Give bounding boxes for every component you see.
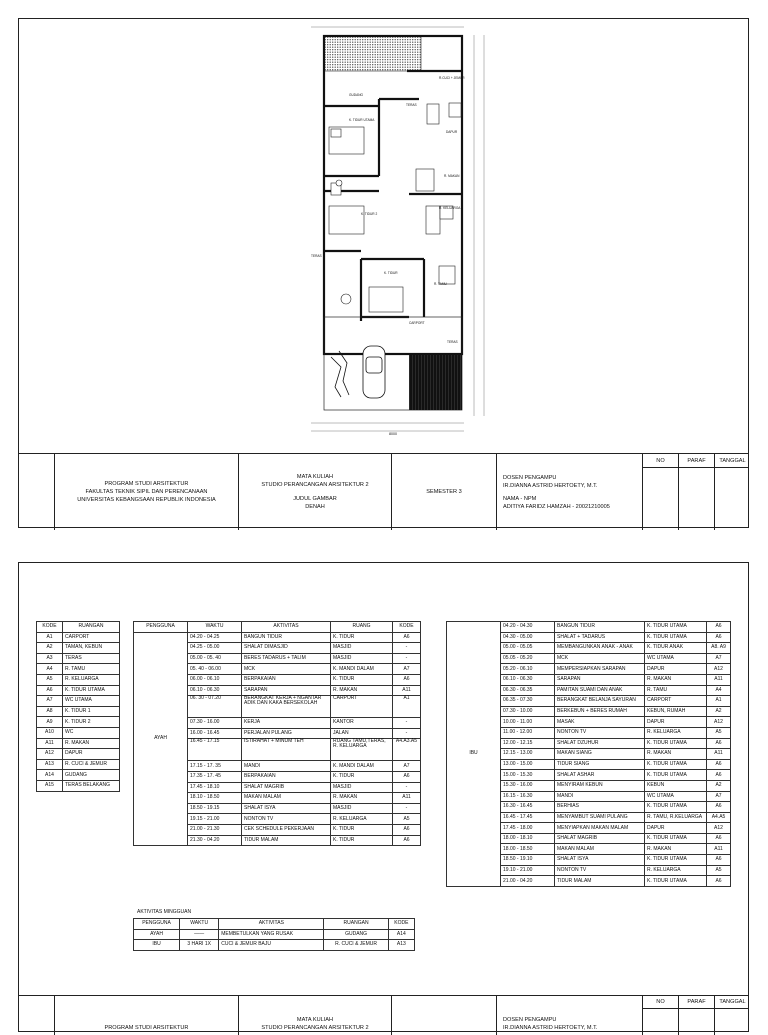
table-cell: A5 (393, 814, 421, 825)
table-cell: 07.30 - 10.00 (501, 706, 555, 717)
table-cell: ISTIRAHAT + MINUM TEH (242, 739, 331, 761)
table-cell: A7 (393, 761, 421, 772)
table-cell: DAPUR (63, 749, 120, 760)
table-cell: TIDUR SIANG (555, 759, 645, 770)
table-cell: GUDANG (63, 770, 120, 781)
table-cell: K. TIDUR UTAMA (63, 685, 120, 696)
table-cell: A14 (37, 770, 63, 781)
table-cell: R. KELUARGA (645, 727, 707, 738)
table-cell: R. CUCI & JEMUR (63, 759, 120, 770)
table-row (37, 749, 120, 760)
label-gudang: GUDANG (349, 93, 363, 97)
table-cell: K. TIDUR 2 (63, 717, 120, 728)
course-info: MATA KULIAH STUDIO PERANCANGAN ARSITEKTUR 2 JUDUL GAMBAR DENAH (239, 454, 392, 530)
table-cell: PAMITAN SUAMI DAN ANAK (555, 685, 645, 696)
table-cell: A3 (37, 653, 63, 664)
table-cell: 18.00 - 18.50 (501, 844, 555, 855)
table-cell: A1 (37, 632, 63, 643)
table-cell: WC (63, 727, 120, 738)
table-cell: NONTON TV (555, 727, 645, 738)
table-cell: SHALAT MAGRIB (242, 782, 331, 793)
table-cell: A6 (393, 835, 421, 846)
table-cell: 16.00 - 16.45 (188, 728, 242, 739)
table-cell: R. KELUARGA (645, 865, 707, 876)
table-cell: A4.A5 (707, 812, 731, 823)
table-cell: A15 (37, 780, 63, 791)
table-cell: WC UTAMA (645, 791, 707, 802)
table-cell: NONTON TV (242, 814, 331, 825)
table-cell: A2 (707, 706, 731, 717)
table-cell: BANGUN TIDUR (242, 632, 331, 643)
table-cell: A6 (393, 771, 421, 782)
semester: SEMESTER 3 (392, 454, 497, 530)
table-cell: A11 (707, 749, 731, 760)
table-cell: 13.00 - 15.00 (501, 759, 555, 770)
table-row (37, 759, 120, 770)
table-cell: R. MAKAN (63, 738, 120, 749)
table-cell: KERJA (242, 718, 331, 729)
table-cell: A4.A3.A5 (393, 739, 421, 761)
table-cell: 18.50 - 19.10 (501, 855, 555, 866)
table-cell: TIDUR MALAM (555, 876, 645, 887)
table-cell: A6 (707, 876, 731, 887)
label-teras2: TERAS (311, 254, 322, 258)
table-cell: A5 (707, 727, 731, 738)
table-cell: A6 (393, 674, 421, 685)
table-cell: 18.50 - 19.15 (188, 803, 242, 814)
table-cell: A4 (707, 685, 731, 696)
table-cell: A11 (393, 793, 421, 804)
table-cell: BERES TADARUS + TALIM (242, 653, 331, 664)
table-cell: MCK (242, 664, 331, 675)
table-cell: A6 (707, 738, 731, 749)
label-tidur2: K. TIDUR 2 (361, 212, 378, 216)
table-cell: 17.45 - 18.00 (501, 823, 555, 834)
table-cell: 16.15 - 16.30 (501, 791, 555, 802)
table-cell: CARPORT (645, 696, 707, 707)
table-cell: R. KELUARGA (63, 674, 120, 685)
table-cell: 17.45 - 18.10 (188, 782, 242, 793)
table-cell: 17.35 - 17. 45 (188, 771, 242, 782)
table-cell: K. MANDI DALAM (331, 761, 393, 772)
table-row (447, 622, 731, 633)
table-cell: 3 HARI 1X (180, 940, 219, 951)
table-cell: A6 (707, 770, 731, 781)
table-cell: 07.30 - 16.00 (188, 718, 242, 729)
table-cell: A6 (393, 632, 421, 643)
table-cell: R. MAKAN (645, 844, 707, 855)
table-cell: A10 (37, 727, 63, 738)
table-cell: 05. 40 - 06.00 (188, 664, 242, 675)
table-cell: BERANGKAT BELANJA SAYURAN (555, 696, 645, 707)
table-cell: 19.15 - 21.00 (188, 814, 242, 825)
table-cell: MASJID (331, 643, 393, 654)
table-cell: A8 (37, 706, 63, 717)
table-cell: WC UTAMA (645, 653, 707, 664)
table-cell: 05.20 - 06.10 (501, 664, 555, 675)
table-cell: K. TIDUR UTAMA (645, 855, 707, 866)
table-cell: SARAPAN (242, 685, 331, 696)
table-cell: K. TIDUR (331, 632, 393, 643)
table-cell: MENYIRAM KEBUN (555, 780, 645, 791)
table-cell: SHALAT ISYA (555, 855, 645, 866)
table-cell: 12.00 - 12.15 (501, 738, 555, 749)
table-cell: A2 (37, 643, 63, 654)
table-cell: MEMBANGUNKAN ANAK - ANAK (555, 643, 645, 654)
ibu-activity-table (446, 621, 731, 887)
table-cell: MCK (555, 653, 645, 664)
table-cell: BANGUN TIDUR (555, 622, 645, 633)
table-cell: MASAK (555, 717, 645, 728)
table-cell: K. TIDUR (331, 835, 393, 846)
table-cell: K. TIDUR (331, 674, 393, 685)
table-cell: - (393, 728, 421, 739)
table-cell: A14 (388, 929, 414, 940)
weekly-table: PENGGUNA WAKTU AKTIVITAS RUANGAN KODE AYAH —— MEMBETULKAN YANG RUSAK GUDANG A14 IBU 3 HARI 1X CUCI & JEMUR BAJU R. CUCI & JEMUR A13 (133, 918, 415, 951)
table-cell: SHALAT ASHAR (555, 770, 645, 781)
lecturer-student: DOSEN PENGAMPU IR.DIANNA ASTRID HERTOETY, M.T. NAMA - NPM ADITIYA FARIDZ HAMZAH - 20021210005 (497, 454, 643, 530)
table-cell: A11 (707, 674, 731, 685)
table-cell: R. CUCI & JEMUR (324, 940, 388, 951)
table-cell: A11 (393, 685, 421, 696)
label-makan: R. MAKAN (444, 174, 460, 178)
activity-sheet (18, 562, 749, 1032)
dim-total: 8000 (389, 432, 397, 436)
table-cell: BERPAKAIAN (242, 674, 331, 685)
table-cell: 04.30 - 05.00 (501, 632, 555, 643)
table-cell: A7 (37, 696, 63, 707)
table-cell: K. TIDUR UTAMA (645, 632, 707, 643)
table-cell: - (393, 653, 421, 664)
table-cell: K. TIDUR UTAMA (645, 738, 707, 749)
table-cell: K. TIDUR UTAMA (645, 759, 707, 770)
table-cell: K. TIDUR UTAMA (645, 833, 707, 844)
table-cell: R. MAKAN (645, 749, 707, 760)
table-cell: 04.20 - 04.25 (188, 632, 242, 643)
table-cell: SHALAT DIMASJID (242, 643, 331, 654)
table-row (134, 632, 421, 643)
table-cell: BERHIAS (555, 802, 645, 813)
table-cell: K. TIDUR (331, 824, 393, 835)
label-teras: TERAS (406, 103, 417, 107)
table-cell: - (393, 643, 421, 654)
table-cell: A11 (707, 844, 731, 855)
table-cell: MANDI (242, 761, 331, 772)
program-info: PROGRAM STUDI ARSITEKTUR FAKULTAS TEKNIK SIPIL DAN PERENCANAAN UNIVERSITAS KEBANGSAAN REPUBLIK INDONESIA (55, 454, 239, 530)
label-cuci: R.CUCI + JEMUR (439, 76, 465, 80)
table-cell: MENYAMBUT SUAMI PULANG (555, 812, 645, 823)
label-tidur-utama: K. TIDUR UTAMA (349, 118, 375, 122)
table-row (37, 653, 120, 664)
table-cell: R. TAMU (645, 685, 707, 696)
label-carport: CARPORT (409, 321, 425, 325)
table-cell: R. MAKAN (331, 793, 393, 804)
table-cell: MASJID (331, 782, 393, 793)
table-cell: MEMPERSIAPKAN SARAPAN (555, 664, 645, 675)
table-cell: 11.00 - 12.00 (501, 727, 555, 738)
table-cell: 15.00 - 15.30 (501, 770, 555, 781)
table-cell: 10.00 - 11.00 (501, 717, 555, 728)
table-cell: A8. A9 (707, 643, 731, 654)
table-row (37, 674, 120, 685)
table-cell: 05.00 - 05. 40 (188, 653, 242, 664)
table-cell: - (393, 782, 421, 793)
table-cell: A12 (707, 717, 731, 728)
table-cell: K. TIDUR UTAMA (645, 770, 707, 781)
table-row (37, 780, 120, 791)
label-tamu: R. TAMU (434, 282, 447, 286)
table-cell: DAPUR (645, 823, 707, 834)
table-row (37, 738, 120, 749)
table-cell: SARAPAN (555, 674, 645, 685)
table-row (134, 940, 415, 951)
table-row (37, 685, 120, 696)
table-cell: MEMBETULKAN YANG RUSAK (219, 929, 324, 940)
table-cell: R. TAMU (63, 664, 120, 675)
table-cell: A6 (37, 685, 63, 696)
table-cell: KEBUN, RUMAH (645, 706, 707, 717)
table-cell: 04.20 - 04.30 (501, 622, 555, 633)
table-cell: A12 (707, 664, 731, 675)
table-cell: 19.10 - 21.00 (501, 865, 555, 876)
table-row (37, 727, 120, 738)
label-teras3: TERAS (447, 340, 458, 344)
table-cell: MASJID (331, 653, 393, 664)
table-cell: A7 (707, 791, 731, 802)
table-cell: 05.05 - 05.20 (501, 653, 555, 664)
table-cell: CEK SCHEDULE PEKERJAAN (242, 824, 331, 835)
room-code-table: KODE RUANGAN A1 CARPORT A2 TAMAN, KEBUN A3 TERAS A4 R. TAMU A5 R. KELUARGA A6 K. TIDUR UTAMA A7 WC UTAMA A8 K. TIDUR 1 A9 K. TIDUR 2 A10 WC A11 R. MAKAN A12 DAPUR A13 R. CUCI & JEMUR A14 GUDANG A15 TERAS BELAKANG (36, 621, 120, 792)
table-cell: K. TIDUR (331, 771, 393, 782)
table-cell: 06.00 - 06.10 (188, 674, 242, 685)
table-cell: K. TIDUR ANAK (645, 643, 707, 654)
table-cell: K. TIDUR UTAMA (645, 876, 707, 887)
label-keluarga: R. KELUARGA (439, 206, 461, 210)
table-cell: 17.15 - 17. 35 (188, 761, 242, 772)
ayah-activity-table: PENGGUNA WAKTU AKTIVITAS RUANG KODE AYAH 04.20 - 04.25 BANGUN TIDUR K. TIDUR A6 04.25 - 05.00 SHALAT DIMASJID MASJID - 05.00 - 05. 40 BERES TADARUS + TALIM MASJID - 05. 40 - 06.00 MCK K. MANDI DALAM A7 06.00 - 06.10 BERPAKAIAN K. TIDUR A6 06.10 - 06.30 SARAPAN R. MAKAN A11 06. 30 - 07.20 BERANGKAT KERJA + NGANTAR ADIK DAN KAKA BERSEKOLAH CARPORT A1 07.30 - 16.00 KERJA KANTOR - 16.00 - 16.45 PERJALAN PULANG JALAN - 16.45 - 17.15 ISTIRAHAT + MINUM TEH RUANG TAMU,TERAS, R. KELUARGA A4.A3.A5 17.15 - 17. 35 MANDI K. MANDI DALAM A7 17.35 - 17. 45 BERPAKAIAN K. TIDUR A6 17.45 - 18.10 SHALAT MAGRIB MASJID - 18.10 - 18.50 MAKAN MALAM R. MAKAN A11 18.50 - 19.15 SHALAT ISYA MASJID - 19.15 - 21.00 NONTON TV R. KELUARGA A5 21.00 - 21.30 CEK SCHEDULE PEKERJAAN K. TIDUR A6 21.30 - 04.20 TIDUR MALAM K. TIDUR A6 (133, 621, 421, 846)
table-cell: A13 (37, 759, 63, 770)
table-cell: MAKAN MALAM (555, 844, 645, 855)
table-row (37, 632, 120, 643)
table-cell: 06.10 - 06.30 (501, 674, 555, 685)
table-cell: 21.30 - 04.20 (188, 835, 242, 846)
table-cell: JALAN (331, 728, 393, 739)
table-cell: K. TIDUR 1 (63, 706, 120, 717)
table-cell: CARPORT (63, 632, 120, 643)
table-cell: —— (180, 929, 219, 940)
table-cell: MANDI (555, 791, 645, 802)
table-cell: MENYIAPKAN MAKAN MALAM (555, 823, 645, 834)
table-cell: 05.00 - 05.05 (501, 643, 555, 654)
table-cell: A12 (707, 823, 731, 834)
table-cell: 04.25 - 05.00 (188, 643, 242, 654)
table-cell: TAMAN, KEBUN (63, 643, 120, 654)
table-cell: A6 (707, 802, 731, 813)
floor-plan-sheet (18, 18, 749, 528)
table-cell: CARPORT (331, 696, 393, 718)
table-cell: A11 (37, 738, 63, 749)
table-cell: A1 (393, 696, 421, 718)
table-cell: 06.35 - 07.30 (501, 696, 555, 707)
table-cell: R. KELUARGA (331, 814, 393, 825)
label-dapur: DAPUR (446, 130, 458, 134)
table-cell: TERAS (63, 653, 120, 664)
table-cell: A7 (393, 664, 421, 675)
table-cell: A7 (707, 653, 731, 664)
table-row (37, 770, 120, 781)
table-cell: TERAS BELAKANG (63, 780, 120, 791)
table-cell: A5 (37, 674, 63, 685)
table-cell: KANTOR (331, 718, 393, 729)
table-cell: A12 (37, 749, 63, 760)
user-cell: IBU (447, 622, 501, 887)
table-cell: SHALAT + TADARUS (555, 632, 645, 643)
table-row (134, 929, 415, 940)
table-cell: A6 (707, 833, 731, 844)
table-cell: A13 (388, 940, 414, 951)
title-block-2: PROGRAM STUDI ARSITEKTUR MATA KULIAH STUDIO PERANCANGAN ARSITEKTUR 2 DOSEN PENGAMPU IR.DIANNA ASTRID HERTOETY, M.T. NO PARAF TANGGAL (19, 995, 748, 1035)
table-cell: 06.30 - 06.35 (501, 685, 555, 696)
table-row (37, 706, 120, 717)
table-cell: 06. 30 - 07.20 (188, 696, 242, 718)
table-cell: R. TAMU, R.KELUARGA (645, 812, 707, 823)
table-cell: 18.00 - 18.10 (501, 833, 555, 844)
table-cell: 16.45 - 17.15 (188, 739, 242, 761)
table-cell: DAPUR (645, 664, 707, 675)
table-cell: IBU (134, 940, 180, 951)
table-cell: A5 (707, 865, 731, 876)
table-row (37, 696, 120, 707)
table-cell: SHALAT MAGRIB (555, 833, 645, 844)
table-cell: A6 (393, 824, 421, 835)
table-cell: SHALAT DZUHUR (555, 738, 645, 749)
table-cell: A4 (37, 664, 63, 675)
table-cell: PERJALAN PULANG (242, 728, 331, 739)
table-cell: DAPUR (645, 717, 707, 728)
table-cell: BERPAKAIAN (242, 771, 331, 782)
table-cell: MASJID (331, 803, 393, 814)
table-cell: 21.00 - 21.30 (188, 824, 242, 835)
table-cell: NONTON TV (555, 865, 645, 876)
table-cell: 15.30 - 16.00 (501, 780, 555, 791)
table-cell: BERANGKAT KERJA + NGANTAR ADIK DAN KAKA BERSEKOLAH (242, 696, 331, 718)
table-cell: 06.10 - 06.30 (188, 685, 242, 696)
floor-plan-drawing (289, 21, 504, 441)
table-cell: 18.10 - 18.50 (188, 793, 242, 804)
table-cell: BERKEBUN + BERES RUMAH (555, 706, 645, 717)
table-cell: K. MANDI DALAM (331, 664, 393, 675)
table-cell: 16.45 - 17.45 (501, 812, 555, 823)
table-cell: SHALAT ISYA (242, 803, 331, 814)
table-cell: - (393, 803, 421, 814)
table-row (37, 717, 120, 728)
table-cell: R. MAKAN (645, 674, 707, 685)
title-block: PROGRAM STUDI ARSITEKTUR FAKULTAS TEKNIK SIPIL DAN PERENCANAAN UNIVERSITAS KEBANGSAAN REPUBLIK INDONESIA MATA KULIAH STUDIO PERANCANGAN ARSITEKTUR 2 JUDUL GAMBAR DENAH SEMESTER 3 DOSEN PENGAMPU IR.DIANNA ASTRID HERTOETY, M.T. NAMA - NPM ADITIYA FARIDZ HAMZAH - 20021210005 NO PARAF TANGGAL (19, 453, 748, 530)
table-cell: MAKAN MALAM (242, 793, 331, 804)
table-cell: WC UTAMA (63, 696, 120, 707)
table-cell: A6 (707, 622, 731, 633)
table-cell: - (393, 718, 421, 729)
table-cell: A6 (707, 855, 731, 866)
table-cell: A9 (37, 717, 63, 728)
table-cell: K. TIDUR UTAMA (645, 802, 707, 813)
table-cell: KEBUN (645, 780, 707, 791)
table-row (37, 664, 120, 675)
table-cell: AYAH (134, 929, 180, 940)
table-cell: CUCI & JEMUR BAJU (219, 940, 324, 951)
table-row (37, 643, 120, 654)
table-cell: A6 (707, 759, 731, 770)
label-tidur1: K. TIDUR (384, 271, 398, 275)
table-cell: GUDANG (324, 929, 388, 940)
user-cell: AYAH (134, 632, 188, 846)
table-cell: RUANG TAMU,TERAS, R. KELUARGA (331, 739, 393, 761)
weekly-title: AKTIVITAS MINGGUAN (137, 909, 192, 915)
table-cell: K. TIDUR UTAMA (645, 622, 707, 633)
table-cell: 21.00 - 04.20 (501, 876, 555, 887)
table-cell: TIDUR MALAM (242, 835, 331, 846)
table-cell: A1 (707, 696, 731, 707)
table-cell: A2 (707, 780, 731, 791)
table-cell: 16.30 - 16.45 (501, 802, 555, 813)
table-cell: MAKAN SIANG (555, 749, 645, 760)
table-cell: 12.15 - 13.00 (501, 749, 555, 760)
table-cell: R. MAKAN (331, 685, 393, 696)
table-cell: A6 (707, 632, 731, 643)
